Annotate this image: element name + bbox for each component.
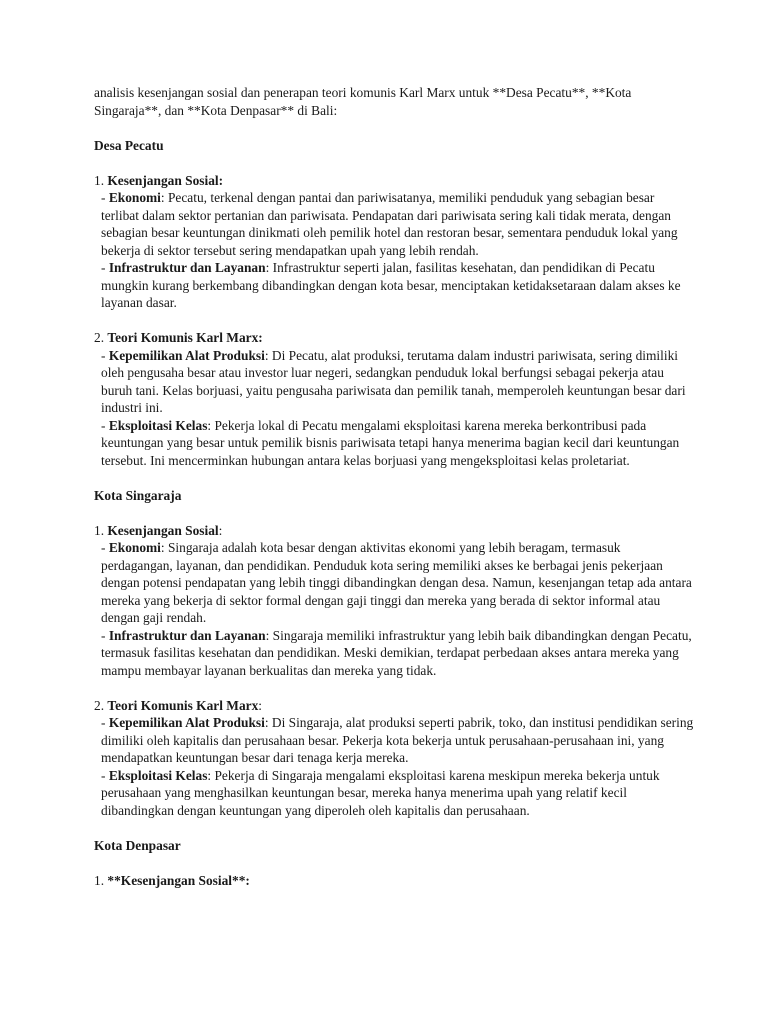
- singaraja-eksploitasi-paragraph: - Eksploitasi Kelas: Pekerja di Singaraja mengalami eksploitasi karena meskipun mereka bekerja untuk perusahaan yang menghasilkan keuntungan besar, mereka hanya menerima upah yang relatif kecil dibandingkan dengan keuntungan yang diperoleh oleh kapitalis dan perusahaan.: [101, 767, 660, 818]
- section-heading-singaraja: Kota Singaraja: [94, 487, 182, 503]
- pecatu-point-1-title: 1. Kesenjangan Sosial:: [94, 172, 224, 188]
- singaraja-kepemilikan-paragraph: - Kepemilikan Alat Produksi: Di Singaraja, alat produksi seperti pabrik, toko, dan institusi pendidikan sering dimiliki oleh kapitalis dan perusahaan besar. Pekerja kota bekerja untuk perusahaan-perusahaan ini, yang mendapatkan keuntungan besar dari tenaga kerja mereka.: [101, 715, 694, 765]
- intro-paragraph: analisis kesenjangan sosial dan penerapan teori komunis Karl Marx untuk **Desa Pecatu**, **Kota Singaraja**, dan **Kota Denpasar** di Bali:: [94, 85, 632, 118]
- singaraja-point-1-title: 1. Kesenjangan Sosial:: [94, 522, 223, 538]
- section-heading-denpasar: Kota Denpasar: [94, 837, 181, 853]
- singaraja-infrastruktur-paragraph: - Infrastruktur dan Layanan: Singaraja memiliki infrastruktur yang lebih baik dibandingkan dengan Pecatu, termasuk fasilitas kesehatan dan pendidikan. Meski demikian, terdapat perbedaan akses antara mereka yang mampu membayar layanan berkualitas dan mereka yang tidak.: [101, 627, 692, 678]
- singaraja-ekonomi-paragraph: - Ekonomi: Singaraja adalah kota besar dengan aktivitas ekonomi yang lebih beragam, termasuk perdagangan, layanan, dan pendidikan. Penduduk kota sering memiliki akses ke berbagai jenis pekerjaan dengan potensi pendapatan yang lebih tinggi dibandingkan dengan desa. Namun, kesenjangan tetap ada antara mereka yang bekerja di sektor formal dengan gaji tinggi dan mereka yang berada di sektor informal atau dengan gaji rendah.: [101, 540, 692, 625]
- pecatu-ekonomi-paragraph: - Ekonomi: Pecatu, terkenal dengan pantai dan pariwisatanya, memiliki penduduk yang sebagian besar terlibat dalam sektor pertanian dan pariwisata. Pendapatan dari pariwisata sering kali tidak merata, dengan sebagian besar keuntungan dinikmati oleh pemilik hotel dan restoran besar, sementara penduduk lokal yang bekerja di sektor tersebut sering mendapatkan upah yang lebih rendah.: [101, 190, 678, 258]
- document-page: [94, 84, 694, 889]
- pecatu-infrastruktur-paragraph: - Infrastruktur dan Layanan: Infrastruktur seperti jalan, fasilitas kesehatan, dan pendidikan di Pecatu mungkin kurang berkembang dibandingkan dengan kota besar, menciptakan ketidaksetaraan dalam akses ke layanan dasar.: [101, 260, 681, 310]
- singaraja-point-2-title: 2. Teori Komunis Karl Marx:: [94, 697, 263, 713]
- section-heading-pecatu: Desa Pecatu: [94, 137, 164, 153]
- denpasar-point-1-title: 1. **Kesenjangan Sosial**:: [94, 872, 250, 888]
- pecatu-eksploitasi-paragraph: - Eksploitasi Kelas: Pekerja lokal di Pecatu mengalami eksploitasi karena mereka berkontribusi pada keuntungan yang besar untuk pemilik bisnis pariwisata tetapi hanya menerima bagian kecil dari keuntungan tersebut. Ini mencerminkan hubungan antara kelas borjuasi yang mengeksploitasi kelas proletariat.: [101, 417, 680, 468]
- pecatu-point-2-title: 2. Teori Komunis Karl Marx:: [94, 330, 263, 345]
- pecatu-kepemilikan-paragraph: - Kepemilikan Alat Produksi: Di Pecatu, alat produksi, terutama dalam industri pariwisata, sering dimiliki oleh pengusaha besar atau investor luar negeri, sedangkan penduduk lokal berfungsi sebagai pekerja atau buruh tani. Kelas borjuasi, yaitu pengusaha pariwisata dan pemilik tanah, memperoleh keuntungan besar dari industri ini.: [101, 347, 686, 415]
